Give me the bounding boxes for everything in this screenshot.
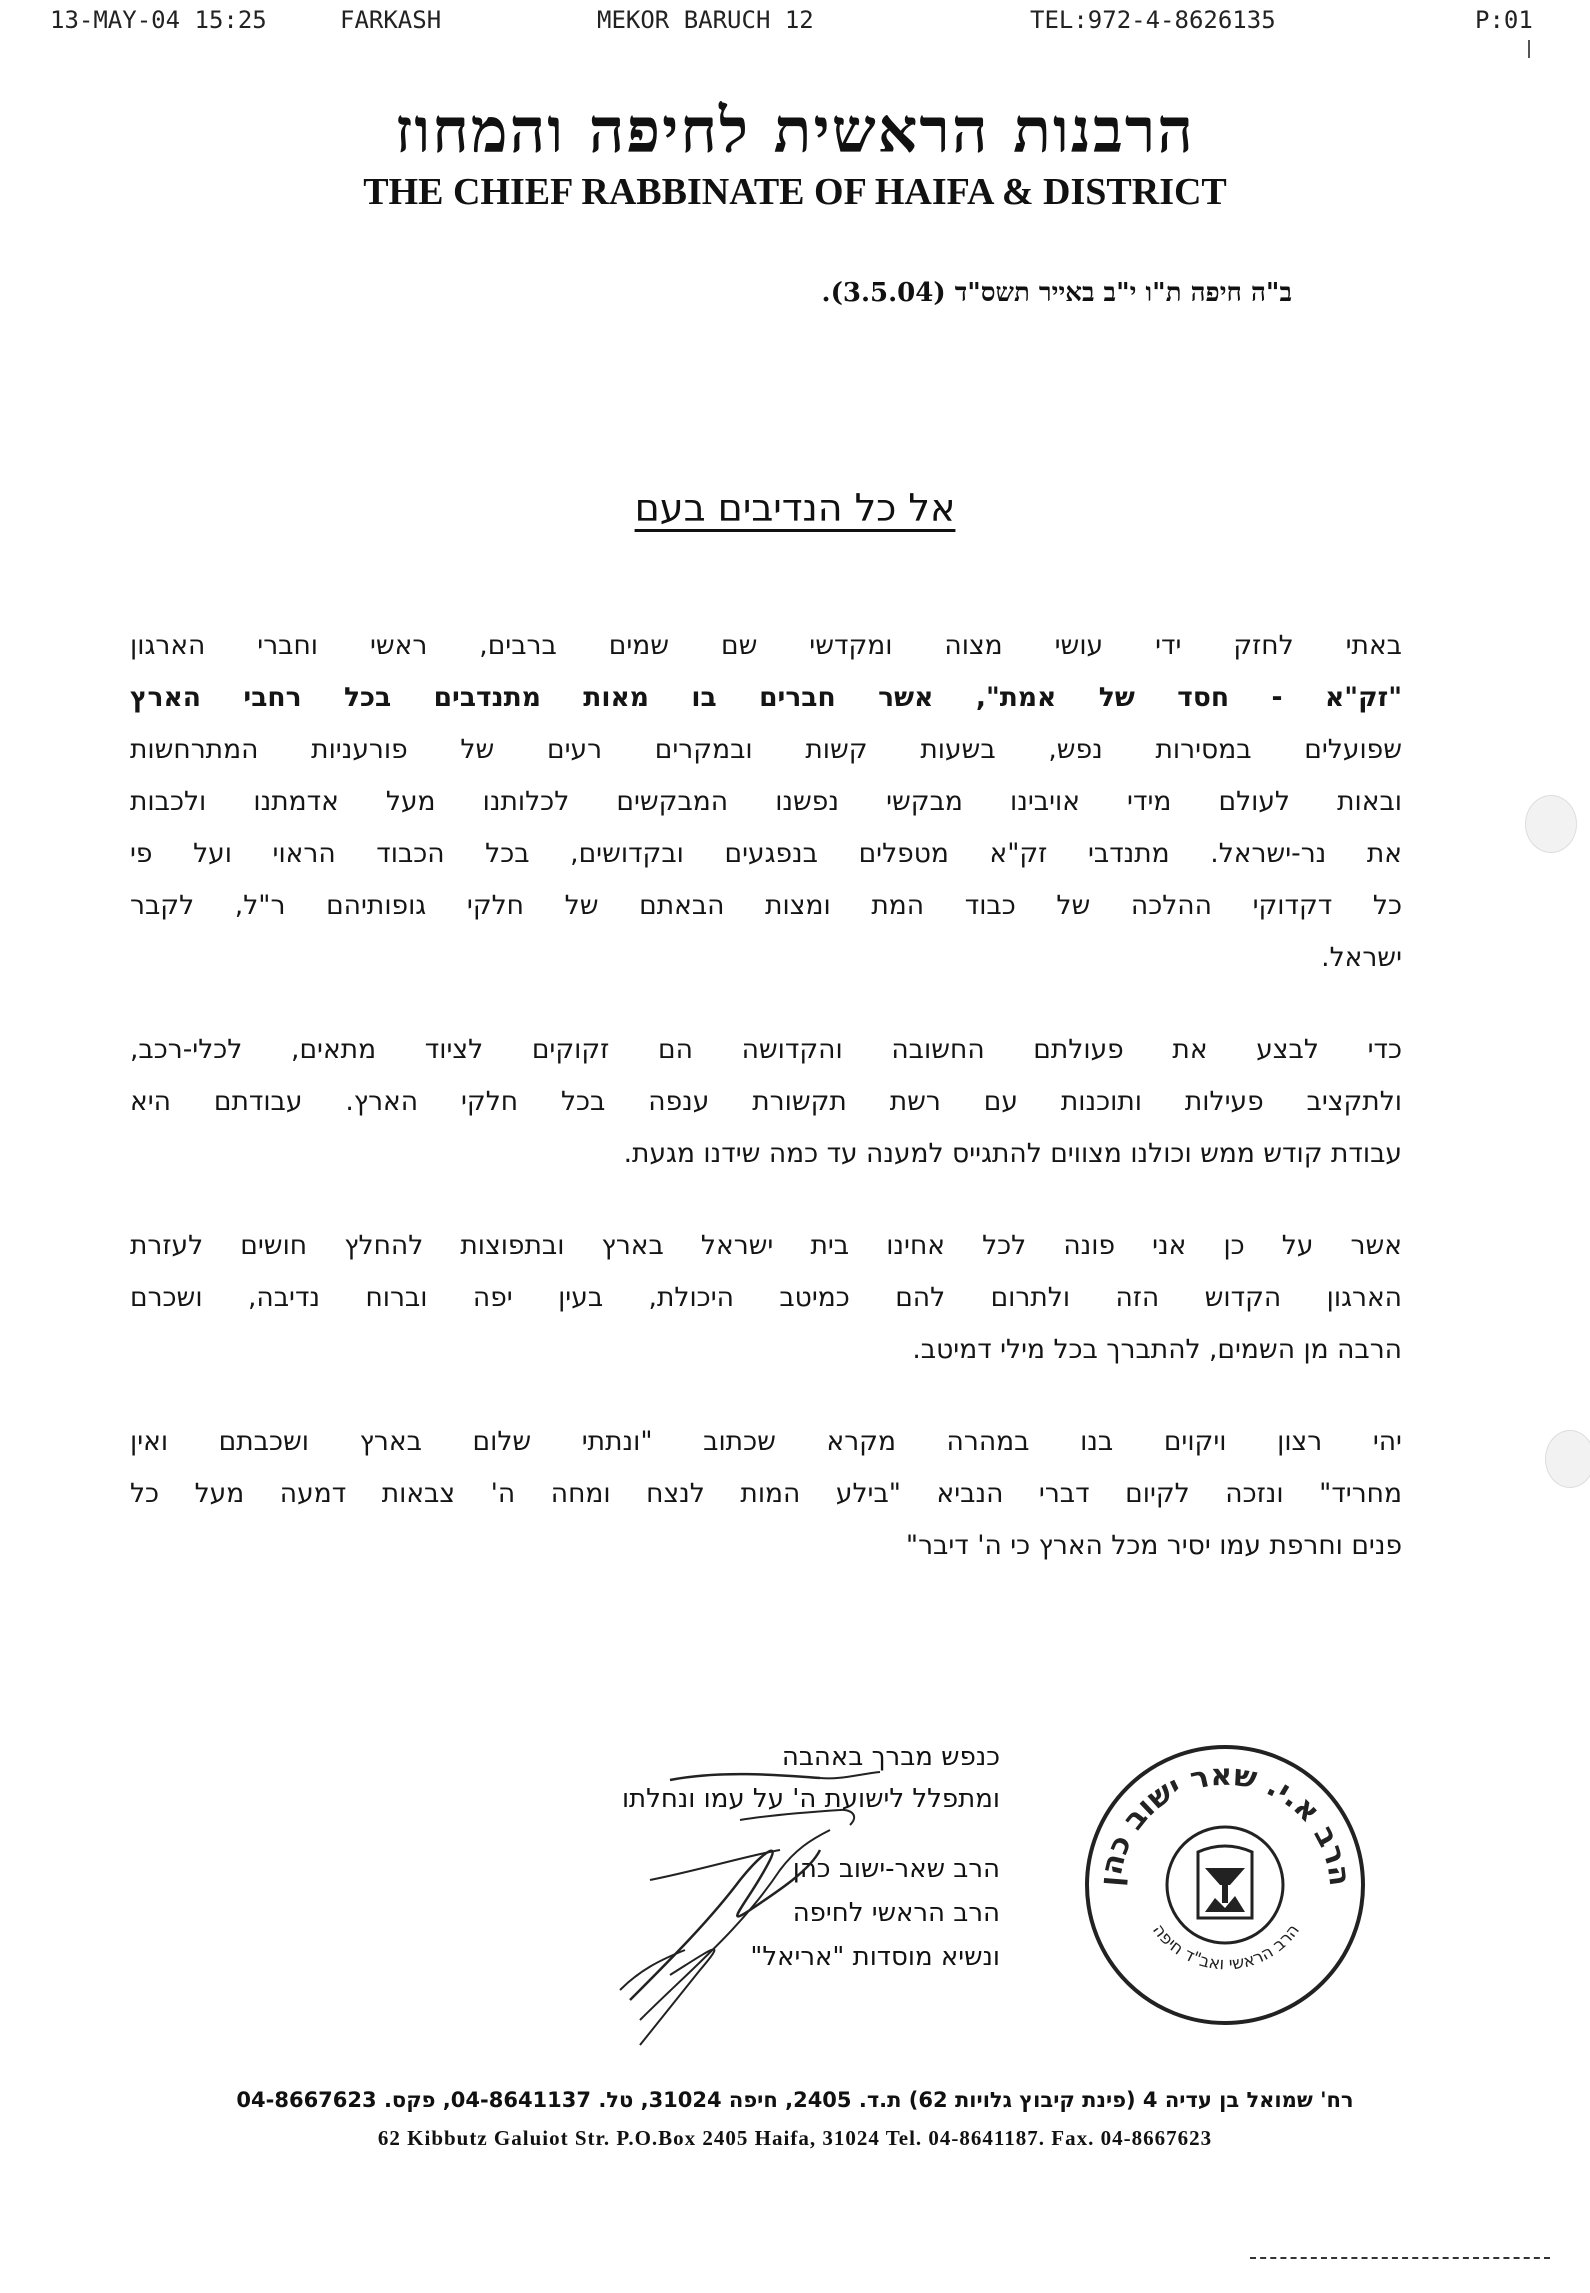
body-line: מחריד" ונזכה לקיום דברי הנביא "בילע המות לנצח ומחה ה' צבאות דמעה מעל כל [130, 1478, 1402, 1509]
body-line: שפועלים במסירות נפש, בשעות קשות ובמקרים רעים של פורעניות המתרחשות [130, 734, 1402, 765]
stamp-outer-text: הרב א.י. שאר ישוב כהן [1093, 1757, 1358, 1888]
signatory-name: הרב שאר-ישוב כהן [792, 1854, 1000, 1884]
body-line: כדי לבצע את פעולתם החשובה והקדושה הם זקוקים לציוד מתאים, לכלי-רכב, [130, 1034, 1402, 1065]
fax-page-number: P:01 [1475, 6, 1533, 34]
paragraph-3 [130, 1220, 1402, 1376]
body-line: כל דקדוקי ההלכה של כבוד המת ומצות הבאתם של חלקי גופותיהם ר"ל, לקבר [130, 890, 1402, 921]
signatory-role: ונשיא מוסדות "אריאל" [750, 1942, 1000, 1972]
punch-hole-bottom [1545, 1430, 1590, 1488]
fax-datetime: 13-MAY-04 15:25 [50, 6, 267, 34]
body-line: ישראל. [1321, 942, 1402, 973]
letter-date: ב"ה חיפה ת"ו י"ב באייר תשס"ד (3.5.04). [821, 278, 1292, 308]
body-line: ובאות לעולם מידי אויבינו מבקשי נפשנו המבקשים לכלותנו מעל אדמתנו ולכבות [130, 786, 1402, 817]
letterhead [0, 95, 1590, 215]
body-line: אשר על כן אני פונה לכל אחינו בית ישראל בארץ ובתפוצות להחלץ חושים לעזרת [130, 1230, 1402, 1261]
body-line: פנים וחרפת עמו יסיר מכל הארץ כי ה' דיבר" [905, 1530, 1402, 1561]
fax-phone: TEL:972-4-8626135 [1030, 6, 1276, 34]
body-line: הארגון הקדוש הזה ולתרום להם כמיטב היכולת, בעין יפה וברוח נדיבה, ושכרם [130, 1282, 1402, 1313]
footer-address-english: 62 Kibbutz Galuiot Str. P.O.Box 2405 Haifa, 31024 Tel. 04-8641187. Fax. 04-8667623 [377, 2126, 1213, 2150]
letterhead-title-english: THE CHIEF RABBINATE OF HAIFA & DISTRICT [363, 171, 1227, 213]
body-line: את נר-ישראל. מתנדבי זק"א מטפלים בנפגעים ובקדושים, בכל הכבוד הראוי ועל פי [130, 838, 1402, 869]
handwritten-signature [520, 1760, 960, 2060]
paragraph-1 [130, 620, 1402, 984]
body-line: ולתקציב פעילות ותוכנות עם רשת תקשורת ענפה בכל חלקי הארץ. עבודתם היא [130, 1086, 1402, 1117]
letter-body [130, 620, 1402, 1612]
signatory-title: הרב הראשי לחיפה [792, 1898, 1000, 1928]
body-line: יהי רצון ויקוים בנו במהרה מקרא שכתוב "ונתתי שלום בארץ ושכבתם ואין [130, 1426, 1402, 1457]
body-line: הרבה מן השמים, להתברך בכל מילי דמיטב. [912, 1334, 1402, 1365]
closing-line-2: ומתפלל לישועת ה' על עמו ונחלתו [621, 1784, 1000, 1814]
punch-hole-top [1525, 795, 1577, 853]
official-stamp [1080, 1740, 1370, 2030]
body-line: באתי לחזק ידי עושי מצוה ומקדשי שם שמים ברבים, ראשי וחברי הארגון [130, 630, 1402, 661]
fax-source: MEKOR BARUCH 12 [597, 6, 814, 34]
body-line: "זק"א - חסד של אמת", אשר חברים בו מאות מתנדבים בכל רחבי הארץ [130, 682, 1402, 713]
fax-sender: FARKASH [340, 6, 442, 34]
body-line: עבודת קודש ממש וכולנו מצווים להתגייס למענה עד כמה שידנו מגעת. [623, 1138, 1402, 1169]
fax-header [0, 2, 1590, 42]
salutation: אל כל הנדיבים בעם [634, 486, 956, 530]
footer-address-hebrew: רח' שמואל בן עדיה 4 (פינת קיבוץ גלויות 62) ת.ד. 2405, חיפה 31024, טל. 04-8641137, פקס. 04-8667623 [236, 2088, 1354, 2112]
bottom-dashed-line [1250, 2257, 1550, 2259]
menorah-emblem-icon [1198, 1846, 1252, 1918]
svg-text:הרב הראשי ואב"ד חיפה [1148, 1921, 1304, 1975]
paragraph-4 [130, 1416, 1402, 1572]
paragraph-2 [130, 1024, 1402, 1180]
letterhead-title-hebrew: הרבנות הראשית לחיפה והמחוז [395, 94, 1195, 167]
footer [0, 2088, 1590, 2151]
stamp-inner-text: הרב הראשי ואב"ד חיפה [1148, 1920, 1304, 1975]
closing-line-1: כנפש מברך באהבה [781, 1742, 1000, 1772]
edge-mark [1528, 40, 1530, 58]
